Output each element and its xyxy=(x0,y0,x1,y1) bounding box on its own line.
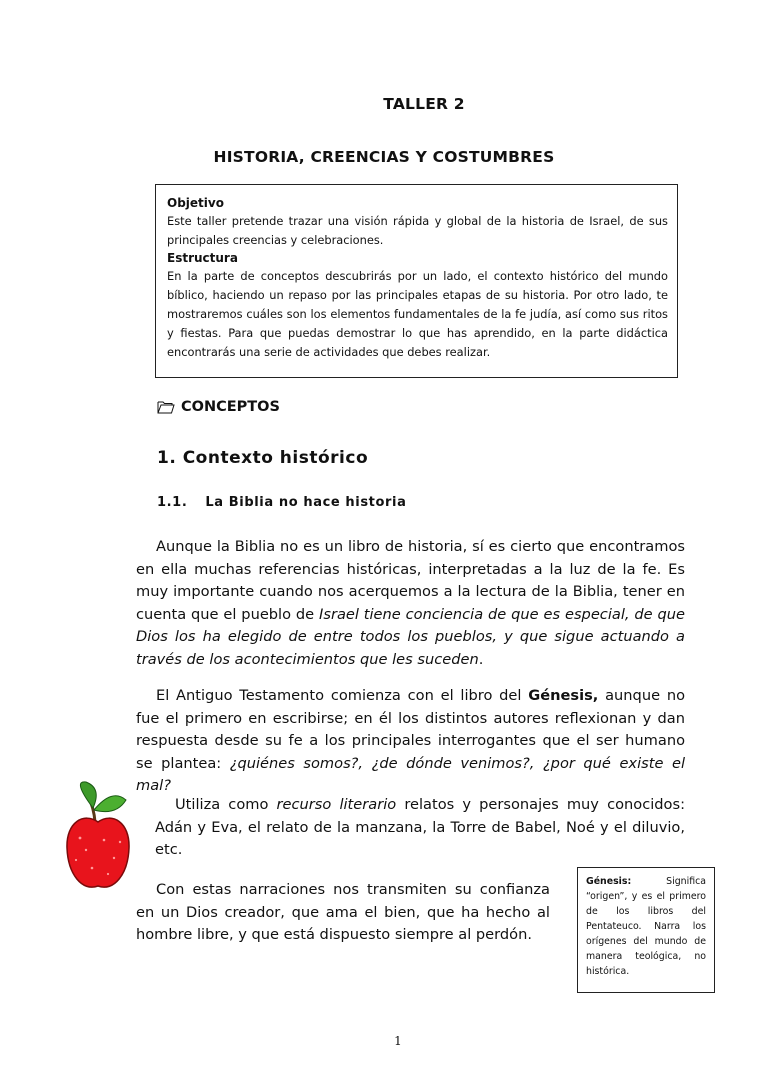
subsection-heading xyxy=(157,495,406,510)
paragraph-3 xyxy=(155,794,685,862)
paragraph-2-start: El Antiguo Testamento comienza con el libro del xyxy=(156,687,529,704)
paragraph-2-bold: Génesis, xyxy=(528,687,599,704)
folder-icon xyxy=(157,400,175,414)
paragraph-4-text: Con estas narraciones nos transmiten su confianza en un Dios creador, que ama el bien, que ha hecho al hombre libre, y que está dispuesto siempre al perdón. xyxy=(136,881,550,944)
section-heading: 1. Contexto histórico xyxy=(157,448,369,468)
subsection-number: 1.1. xyxy=(157,495,188,510)
paragraph-3-start: Utiliza como xyxy=(175,796,277,813)
estructura-heading: Estructura xyxy=(167,251,238,265)
paragraph-2-italic: ¿quiénes somos?, ¿de dónde venimos?, ¿por qué existe el mal? xyxy=(136,754,685,795)
paragraph-1 xyxy=(136,536,685,672)
paragraph-2-middle: aunque no fue el primero en escribirse; en él los distintos autores reflexionan y dan respuesta desde su fe a los principales interrogantes que el ser humano se plantea: xyxy=(136,687,685,772)
page-number: 1 xyxy=(394,1034,402,1048)
paragraph-2 xyxy=(136,685,685,798)
page-title: TALLER 2 xyxy=(383,95,465,113)
objective-box xyxy=(155,184,678,378)
objetivo-text: Este taller pretende trazar una visión rápida y global de la historia de Israel, de sus principales creencias y celebraciones. xyxy=(167,214,668,247)
paragraph-1-italic: Israel tiene conciencia de que es especial, de que Dios los ha elegido de entre todos los pueblos, y que sigue actuando a través de los acontecimientos que les suceden xyxy=(136,605,685,668)
note-definition: Significa “origen”, y es el primero de los libros del Pentateuco. Narra los orígenes del mundo de manera teológica, no histórica. xyxy=(586,876,706,977)
subsection-title: La Biblia no hace historia xyxy=(205,495,407,510)
objetivo-heading: Objetivo xyxy=(167,196,224,210)
page-subtitle: HISTORIA, CREENCIAS Y COSTUMBRES xyxy=(213,148,555,166)
paragraph-4 xyxy=(136,879,550,947)
apple-icon xyxy=(64,778,134,898)
estructura-text: En la parte de conceptos descubrirás por un lado, el contexto histórico del mundo bíblico, haciendo un repaso por las principales etapas de su historia. Por otro lado, te mostraremos cuáles son los elementos fundamentales de la fe judía, así como sus ritos y fiestas. Para que puedas demostrar lo que has aprendido, en la parte didáctica encontrarás una serie de actividades que debes realizar. xyxy=(167,269,668,359)
note-term: Génesis: xyxy=(586,876,632,887)
paragraph-3-italic: recurso literario xyxy=(276,796,397,813)
conceptos-label: CONCEPTOS xyxy=(181,399,280,415)
genesis-note-box xyxy=(577,867,715,993)
paragraph-1-end: . xyxy=(478,650,484,668)
conceptos-heading xyxy=(157,399,280,415)
paragraph-1-start: Aunque la Biblia no es un libro de historia, sí es cierto que encontramos en ella muchas referencias históricas, interpretadas a la luz de la fe. Es muy importante cuando nos acerquemos a la lectura de la Biblia, tener en cuenta que el pueblo de xyxy=(136,538,685,623)
paragraph-3-end: relatos y personajes muy conocidos: Adán y Eva, el relato de la manzana, la Torre de Babel, Noé y el diluvio, etc. xyxy=(155,796,685,859)
